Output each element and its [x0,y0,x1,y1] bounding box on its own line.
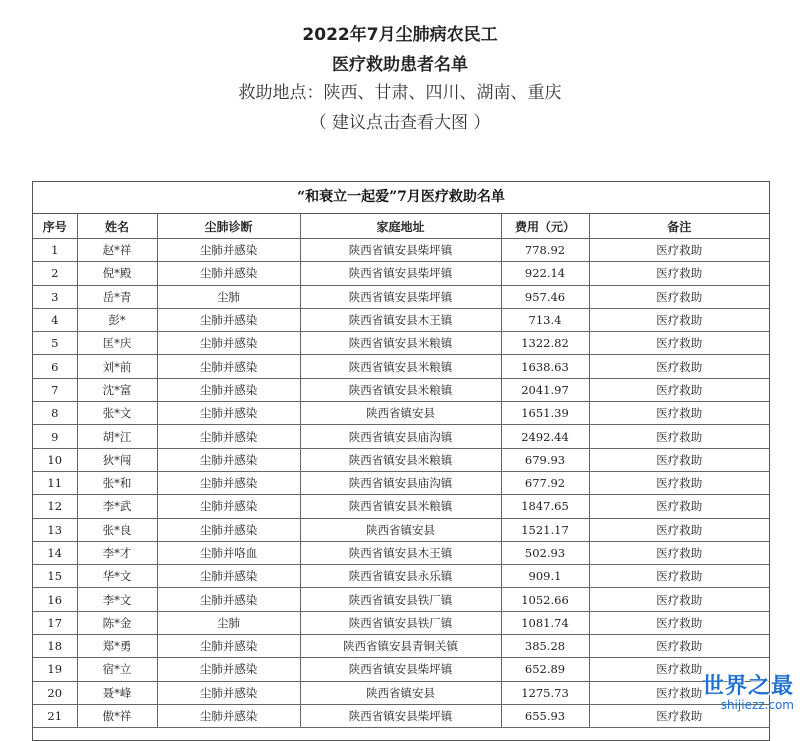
cell-name: 岳*青 [77,285,157,308]
cell-diagnosis: 尘肺并感染 [157,495,300,518]
cell-cost: 922.14 [501,262,589,285]
table-row [33,611,769,634]
cell-diagnosis: 尘肺并感染 [157,518,300,541]
cell-diagnosis: 尘肺 [157,285,300,308]
cell-cost: 1638.63 [501,355,589,378]
table-row [33,285,769,308]
cell-cost: 655.93 [501,704,589,727]
col-header-name: 姓名 [77,214,157,239]
cell-index: 11 [33,471,77,494]
cell-index: 5 [33,332,77,355]
cell-remark: 医疗救助 [589,681,769,704]
cell-diagnosis: 尘肺并感染 [157,402,300,425]
table-row [33,658,769,681]
cell-remark: 医疗救助 [589,658,769,681]
cell-cost: 677.92 [501,471,589,494]
table-row [33,541,769,564]
cell-name: 傲*祥 [77,704,157,727]
cell-address: 陕西省镇安县铁厂镇 [300,588,501,611]
cell-remark: 医疗救助 [589,239,769,262]
cell-index: 1 [33,239,77,262]
cell-index: 3 [33,285,77,308]
cell-cost: 679.93 [501,448,589,471]
table-row [33,308,769,331]
cell-remark: 医疗救助 [589,495,769,518]
cell-address: 陕西省镇安县 [300,402,501,425]
col-header-address: 家庭地址 [300,214,501,239]
cell-cost: 652.89 [501,658,589,681]
col-header-diagnosis: 尘肺诊断 [157,214,300,239]
cell-diagnosis: 尘肺并咯血 [157,541,300,564]
header-title-line1: 2022年7月尘肺病农民工 [302,25,498,45]
cell-address: 陕西省镇安县米粮镇 [300,332,501,355]
cell-name: 倪*殿 [77,262,157,285]
cell-address: 陕西省镇安县庙沟镇 [300,425,501,448]
cell-diagnosis: 尘肺并感染 [157,471,300,494]
cell-diagnosis: 尘肺并感染 [157,378,300,401]
cell-name: 匡*庆 [77,332,157,355]
cell-index: 21 [33,704,77,727]
cell-cost: 909.1 [501,565,589,588]
table-row [33,332,769,355]
cell-address: 陕西省镇安县米粮镇 [300,355,501,378]
cell-diagnosis: 尘肺并感染 [157,425,300,448]
table-row [33,471,769,494]
cell-address: 陕西省镇安县柴坪镇 [300,262,501,285]
col-header-cost: 费用（元） [501,214,589,239]
cell-index: 7 [33,378,77,401]
cell-name: 宿*立 [77,658,157,681]
cell-diagnosis: 尘肺并感染 [157,658,300,681]
cell-name: 刘*前 [77,355,157,378]
cell-address: 陕西省镇安县柴坪镇 [300,704,501,727]
cell-diagnosis: 尘肺并感染 [157,681,300,704]
cell-address: 陕西省镇安县木王镇 [300,308,501,331]
cell-remark: 医疗救助 [589,355,769,378]
cell-diagnosis: 尘肺并感染 [157,239,300,262]
table-header-row [33,214,769,239]
cell-index: 14 [33,541,77,564]
table-row [33,262,769,285]
table-body [33,239,769,728]
cell-cost: 1081.74 [501,611,589,634]
table-row [33,448,769,471]
cell-remark: 医疗救助 [589,635,769,658]
col-header-remark: 备注 [589,214,769,239]
table-row [33,635,769,658]
cell-index: 10 [33,448,77,471]
cell-cost: 2041.97 [501,378,589,401]
cell-address: 陕西省镇安县青铜关镇 [300,635,501,658]
cell-name: 华*文 [77,565,157,588]
table-row [33,495,769,518]
cell-index: 2 [33,262,77,285]
watermark-logo-text: 世界之最 [701,674,794,699]
cell-cost: 778.92 [501,239,589,262]
cell-address: 陕西省镇安县米粮镇 [300,448,501,471]
table-row [33,704,769,727]
cell-cost: 2492.44 [501,425,589,448]
cell-index: 20 [33,681,77,704]
aid-table [33,214,769,728]
cell-address: 陕西省镇安县柴坪镇 [300,285,501,308]
cell-name: 张*文 [77,402,157,425]
cell-diagnosis: 尘肺并感染 [157,704,300,727]
cell-cost: 1052.66 [501,588,589,611]
cell-diagnosis: 尘肺 [157,611,300,634]
cell-cost: 502.93 [501,541,589,564]
cell-address: 陕西省镇安县柴坪镇 [300,239,501,262]
cell-remark: 医疗救助 [589,285,769,308]
header-hint: （ 建议点击查看大图 ） [309,113,491,133]
cell-name: 郑*勇 [77,635,157,658]
table-row [33,518,769,541]
cell-diagnosis: 尘肺并感染 [157,635,300,658]
cell-name: 李*文 [77,588,157,611]
table-row [33,588,769,611]
cell-index: 19 [33,658,77,681]
cell-remark: 医疗救助 [589,541,769,564]
header-title-line2: 医疗救助患者名单 [332,55,468,75]
col-header-index: 序号 [33,214,77,239]
cell-remark: 医疗救助 [589,378,769,401]
cell-cost: 713.4 [501,308,589,331]
cell-remark: 医疗救助 [589,588,769,611]
cell-remark: 医疗救助 [589,262,769,285]
table-row [33,425,769,448]
cell-remark: 医疗救助 [589,565,769,588]
table-row [33,378,769,401]
cell-remark: 医疗救助 [589,402,769,425]
cell-remark: 医疗救助 [589,704,769,727]
cell-index: 17 [33,611,77,634]
cell-remark: 医疗救助 [589,332,769,355]
cell-name: 狄*闯 [77,448,157,471]
cell-address: 陕西省镇安县米粮镇 [300,495,501,518]
cell-diagnosis: 尘肺并感染 [157,565,300,588]
cell-index: 13 [33,518,77,541]
cell-remark: 医疗救助 [589,448,769,471]
cell-remark: 医疗救助 [589,308,769,331]
cell-address: 陕西省镇安县 [300,681,501,704]
cell-remark: 医疗救助 [589,518,769,541]
cell-index: 12 [33,495,77,518]
cell-address: 陕西省镇安县木王镇 [300,541,501,564]
cell-index: 4 [33,308,77,331]
cell-cost: 1275.73 [501,681,589,704]
cell-cost: 1847.65 [501,495,589,518]
table-row [33,565,769,588]
cell-address: 陕西省镇安县米粮镇 [300,378,501,401]
cell-name: 沈*富 [77,378,157,401]
cell-address: 陕西省镇安县柴坪镇 [300,658,501,681]
cell-address: 陕西省镇安县 [300,518,501,541]
table-row [33,402,769,425]
cell-diagnosis: 尘肺并感染 [157,262,300,285]
cell-cost: 957.46 [501,285,589,308]
table-row [33,681,769,704]
cell-diagnosis: 尘肺并感染 [157,308,300,331]
site-watermark [702,669,794,712]
watermark-domain: shijiezz.com [720,698,794,712]
table-title: “和衰立一起爱”7月医疗救助名单 [33,182,769,214]
cell-cost: 1322.82 [501,332,589,355]
cell-diagnosis: 尘肺并感染 [157,332,300,355]
cell-remark: 医疗救助 [589,611,769,634]
cell-index: 8 [33,402,77,425]
table-row [33,355,769,378]
header-locations: 救助地点：陕西、甘肃、四川、湖南、重庆 [238,83,562,103]
cell-diagnosis: 尘肺并感染 [157,355,300,378]
cell-cost: 385.28 [501,635,589,658]
cell-diagnosis: 尘肺并感染 [157,448,300,471]
cell-index: 15 [33,565,77,588]
cell-name: 胡*江 [77,425,157,448]
cell-name: 李*武 [77,495,157,518]
cell-address: 陕西省镇安县庙沟镇 [300,471,501,494]
cell-address: 陕西省镇安县永乐镇 [300,565,501,588]
cell-name: 李*才 [77,541,157,564]
cell-name: 彭* [77,308,157,331]
cell-name: 陈*金 [77,611,157,634]
cell-index: 6 [33,355,77,378]
cell-remark: 医疗救助 [589,425,769,448]
cell-name: 聂*峰 [77,681,157,704]
cell-name: 张*良 [77,518,157,541]
aid-list-document [32,181,770,741]
cell-name: 张*和 [77,471,157,494]
cell-cost: 1521.17 [501,518,589,541]
cell-index: 18 [33,635,77,658]
cell-name: 赵*祥 [77,239,157,262]
cell-cost: 1651.39 [501,402,589,425]
table-row [33,239,769,262]
cell-index: 9 [33,425,77,448]
cell-index: 16 [33,588,77,611]
cell-address: 陕西省镇安县铁厂镇 [300,611,501,634]
cell-diagnosis: 尘肺并感染 [157,588,300,611]
cell-remark: 医疗救助 [589,471,769,494]
